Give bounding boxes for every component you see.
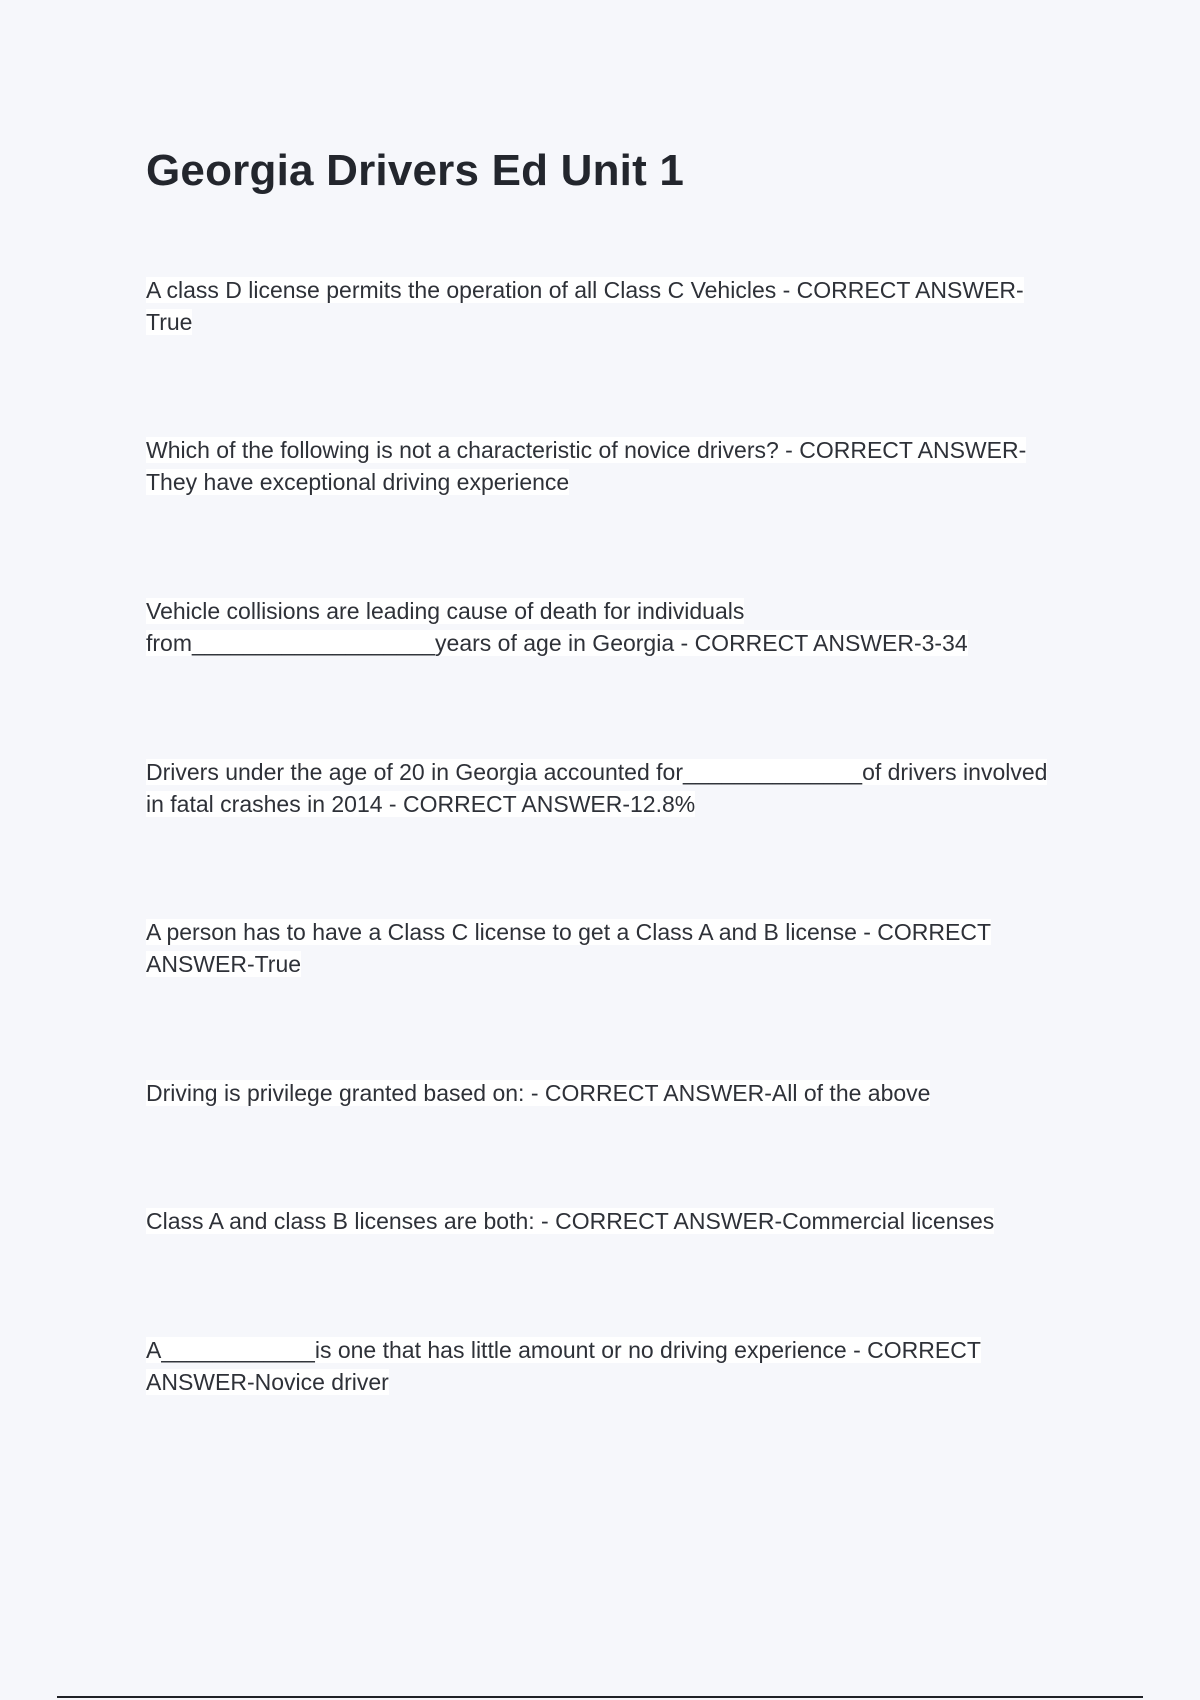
qa-item-7: [146, 1205, 1066, 1237]
qa-item-text: A person has to have a Class C license to get a Class A and B license - CORRECT ANSWER-True: [146, 919, 992, 977]
qa-item-6: [146, 1077, 1066, 1109]
qa-item-1: [146, 274, 1066, 338]
qa-item-3: [146, 595, 1066, 659]
qa-item-text: A class D license permits the operation of all Class C Vehicles - CORRECT ANSWER-True: [146, 277, 1024, 335]
qa-item-text: Which of the following is not a characteristic of novice drivers? - CORRECT ANSWER-They have exceptional driving experience: [146, 437, 1027, 495]
qa-item-text: Driving is privilege granted based on: - CORRECT ANSWER-All of the above: [146, 1080, 931, 1106]
qa-item-text: Drivers under the age of 20 in Georgia accounted for______________of drivers involved in fatal crashes in 2014 - CORRECT ANSWER-12.8%: [146, 759, 1048, 817]
qa-item-text: Vehicle collisions are leading cause of death for individuals from___________________years of age in Georgia - CORRECT ANSWER-3-34: [146, 598, 968, 656]
qa-item-2: [146, 434, 1066, 498]
qa-item-text: A____________is one that has little amount or no driving experience - CORRECT ANSWER-Novice driver: [146, 1337, 981, 1395]
qa-item-8: [146, 1334, 1066, 1398]
page-bottom-divider: [57, 1696, 1143, 1698]
document-title: Georgia Drivers Ed Unit 1: [146, 146, 685, 195]
qa-item-4: [146, 756, 1066, 820]
qa-item-text: Class A and class B licenses are both: - CORRECT ANSWER-Commercial licenses: [146, 1208, 995, 1234]
qa-item-5: [146, 916, 1066, 980]
